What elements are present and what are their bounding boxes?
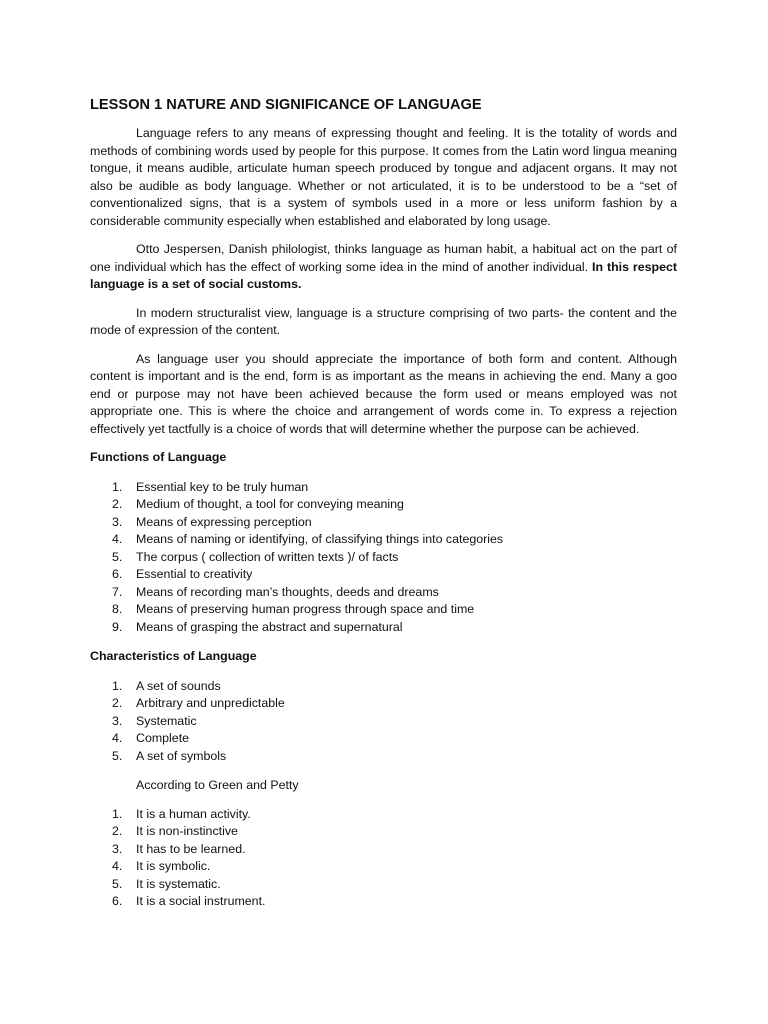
list-item-number: 1.	[112, 479, 123, 494]
list-item-number: 2.	[112, 696, 123, 710]
list-item-text: It is systematic.	[136, 876, 221, 891]
list-item-text: A set of symbols	[136, 748, 227, 763]
list-item-number: 4.	[112, 532, 123, 546]
list-item-number: 1.	[112, 806, 123, 821]
list-item	[90, 876, 677, 894]
list-item	[90, 713, 677, 731]
paragraph-structuralist: In modern structuralist view, language is a structure comprising of two parts- the content and the mode of expression of the content.	[90, 305, 677, 337]
list-item	[90, 806, 677, 824]
list-item-text: It is a human activity.	[136, 806, 251, 821]
list-item-number: 3.	[112, 713, 123, 728]
list-item-number: 6.	[112, 894, 123, 908]
document-page	[90, 96, 677, 923]
list-item	[90, 823, 677, 841]
characteristics-list	[90, 678, 677, 766]
list-item-text: A set of sounds	[136, 678, 221, 693]
list-item-text: Means of preserving human progress through space and time	[136, 602, 475, 616]
list-item-text: Essential to creativity	[136, 567, 253, 581]
list-item-text: Complete	[136, 731, 190, 745]
list-item-text: The corpus ( collection of written texts )/ of facts	[136, 549, 399, 564]
list-item-number: 1.	[112, 678, 123, 693]
list-item	[90, 893, 677, 911]
list-item-text: Means of grasping the abstract and supernatural	[136, 619, 403, 634]
list-item-text: Systematic	[136, 713, 197, 728]
list-item	[90, 841, 677, 859]
list-item	[90, 531, 677, 549]
lesson-title: LESSON 1 NATURE AND SIGNIFICANCE OF LANGUAGE	[90, 97, 482, 113]
list-item	[90, 748, 677, 766]
list-item	[90, 601, 677, 619]
list-item-number: 4.	[112, 859, 123, 873]
list-item-number: 3.	[112, 514, 123, 529]
paragraph-jespersen-bold: In this respect language is a set of social customs.	[90, 259, 677, 291]
characteristics-heading: Characteristics of Language	[90, 649, 257, 663]
list-item	[90, 566, 677, 584]
list-item-text: Means of recording man’s thoughts, deeds and dreams	[136, 584, 439, 599]
list-item-number: 5.	[112, 549, 123, 564]
list-item-text: Medium of thought, a tool for conveying meaning	[136, 497, 404, 511]
list-item-text: It has to be learned.	[136, 841, 246, 856]
list-item-number: 5.	[112, 748, 123, 763]
list-item-number: 6.	[112, 567, 123, 581]
list-item	[90, 695, 677, 713]
list-item-text: Essential key to be truly human	[136, 479, 309, 494]
list-item	[90, 584, 677, 602]
list-item	[90, 496, 677, 514]
list-item-text: It is symbolic.	[136, 859, 211, 873]
paragraph-jespersen	[90, 241, 677, 294]
list-item	[90, 619, 677, 637]
list-item-number: 5.	[112, 876, 123, 891]
list-item-number: 7.	[112, 584, 123, 599]
green-petty-intro: According to Green and Petty	[136, 778, 299, 792]
list-item-text: Arbitrary and unpredictable	[136, 696, 285, 710]
list-item-number: 4.	[112, 731, 123, 745]
green-petty-list	[90, 806, 677, 911]
list-item	[90, 858, 677, 876]
list-item	[90, 479, 677, 497]
list-item	[90, 678, 677, 696]
list-item-text: Means of naming or identifying, of classifying things into categories	[136, 532, 504, 546]
paragraph-language-definition: Language refers to any means of expressing thought and feeling. It is the totality of words and methods of combining words used by people for this purpose. It comes from the Latin word lingua meaning tongue, it means audible, articulate human speech produced by tongue and adjacent organs. It may not also be audible as body language. Whether or not articulated, it is to be understood to be a “set of conventionalized signs, that is a system of symbols used in a more or less uniform fashion by a considerable community especially when established and elaborated by long usage.	[90, 126, 677, 228]
functions-list	[90, 479, 677, 637]
paragraph-form-content: As language user you should appreciate the importance of both form and content. Although content is important and is the end, form is as important as the means in achieving the end. Many a goo end or purpose may not have been achieved because the form used or means employed was not appropriate one. This is where the choice and arrangement of words come in. To express a rejection effectively yet tactfully is a choice of words that will determine whether the purpose can be achieved.	[90, 351, 677, 436]
list-item-number: 2.	[112, 497, 123, 511]
list-item	[90, 730, 677, 748]
list-item-text: It is a social instrument.	[136, 894, 266, 908]
list-item-number: 2.	[112, 824, 123, 838]
list-item-text: Means of expressing perception	[136, 514, 312, 529]
list-item	[90, 549, 677, 567]
list-item-number: 3.	[112, 841, 123, 856]
paragraph-jespersen-text: Otto Jespersen, Danish philologist, thinks language as human habit, a habitual act on the part of one individual which has the effect of working some idea in the mind of another individual.	[90, 242, 677, 274]
functions-heading: Functions of Language	[90, 450, 227, 464]
list-item-number: 9.	[112, 619, 123, 634]
list-item	[90, 514, 677, 532]
list-item-number: 8.	[112, 602, 123, 616]
list-item-text: It is non-instinctive	[136, 824, 238, 838]
